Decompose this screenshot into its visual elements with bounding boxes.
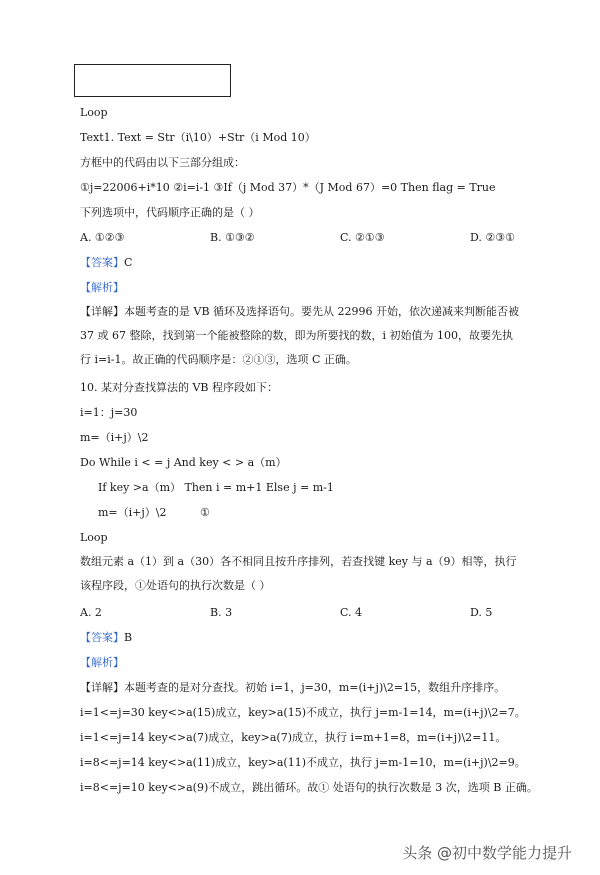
code-line-5: m=（i+j）\2: [98, 506, 167, 519]
code-line-1: i=1：j=30: [80, 406, 138, 419]
detail-label: 【详解】: [80, 305, 124, 318]
answer-value: C: [124, 256, 133, 269]
watermark: 头条 @初中数学能力提升: [402, 844, 572, 862]
detail-paragraph: [80, 300, 520, 372]
q10-analysis-label: 【解析】: [80, 656, 124, 669]
q10-answer-value: B: [124, 631, 133, 644]
intro-line: 方框中的代码由以下三部分组成：: [80, 156, 245, 169]
q10-option-a: A. 2: [80, 606, 102, 619]
q10-option-b: B. 3: [210, 606, 233, 619]
option-b: B. ①③②: [210, 231, 255, 244]
q10-step-3: i=8<=j=14 key<>a(11)成立，key>a(11)不成立，执行 j=m-1=10，m=(i+j)\2=9。: [80, 756, 526, 769]
code-parts: ①j=22006+i*10 ②i=i-1 ③If（j Mod 37）*（J Mod 67）=0 Then flag = True: [80, 181, 496, 194]
code-placeholder-box: [74, 64, 231, 97]
q10-step-1: i=1<=j=30 key<>a(15)成立，key>a(15)不成立，执行 j=m-1=14，m=(i+j)\2=7。: [80, 706, 526, 719]
option-d: D. ②③①: [470, 231, 516, 244]
question-10-title: 10. 某对分查找算法的 VB 程序段如下：: [80, 381, 279, 394]
q10-step-4: i=8<=j=10 key<>a(9)不成立，跳出循环。故① 处语句的执行次数是 3 次，选项 B 正确。: [80, 781, 538, 794]
code-line-3: Do While i < = j And key < > a（m）: [80, 456, 287, 469]
code-text1: Text1. Text = Str（i\10）+Str（i Mod 10）: [80, 131, 316, 144]
q10-option-c: C. 4: [340, 606, 363, 619]
q10-option-d: D. 5: [470, 606, 493, 619]
question-line: 下列选项中，代码顺序正确的是（ ）: [80, 206, 260, 219]
q10-detail-label: 【详解】: [80, 681, 124, 694]
analysis-label: 【解析】: [80, 281, 124, 294]
code-line-4: If key >a（m） Then i = m+1 Else j = m-1: [98, 481, 334, 494]
answer-label: 【答案】: [80, 256, 124, 269]
q10-answer-line: [80, 631, 132, 645]
q10-step-2: i=1<=j=14 key<>a(7)成立，key>a(7)成立，执行 i=m+1=8，m=(i+j)\2=11。: [80, 731, 507, 744]
q10-answer-label: 【答案】: [80, 631, 124, 644]
detail-text: 本题考查的是 VB 循环及选择语句。要先从 22996 开始，依次递减来判断能否被 37 或 67 整除，找到第一个能被整除的数，即为所要找的数，i 初始值为 100，故要先执行 i=i-1。故正确的代码顺序是：②①③，选项 C 正确。: [80, 305, 520, 366]
option-a: A. ①②③: [80, 231, 125, 244]
q10-detail-line: [80, 681, 505, 695]
code-line-6: Loop: [80, 531, 108, 544]
option-c: C. ②①③: [340, 231, 385, 244]
code-marker: ①: [200, 506, 210, 519]
code-loop: Loop: [80, 106, 108, 119]
answer-line: [80, 256, 132, 270]
code-line-2: m=（i+j）\2: [80, 431, 149, 444]
question-10-stem: 数组元素 a（1）到 a（30）各不相同且按升序排列，若查找键 key 与 a（9）相等，执行该程序段，①处语句的执行次数是（ ）: [80, 555, 517, 592]
q10-detail-text: 本题考查的是对分查找。初始 i=1，j=30，m=(i+j)\2=15，数组升序排序。: [124, 681, 506, 694]
